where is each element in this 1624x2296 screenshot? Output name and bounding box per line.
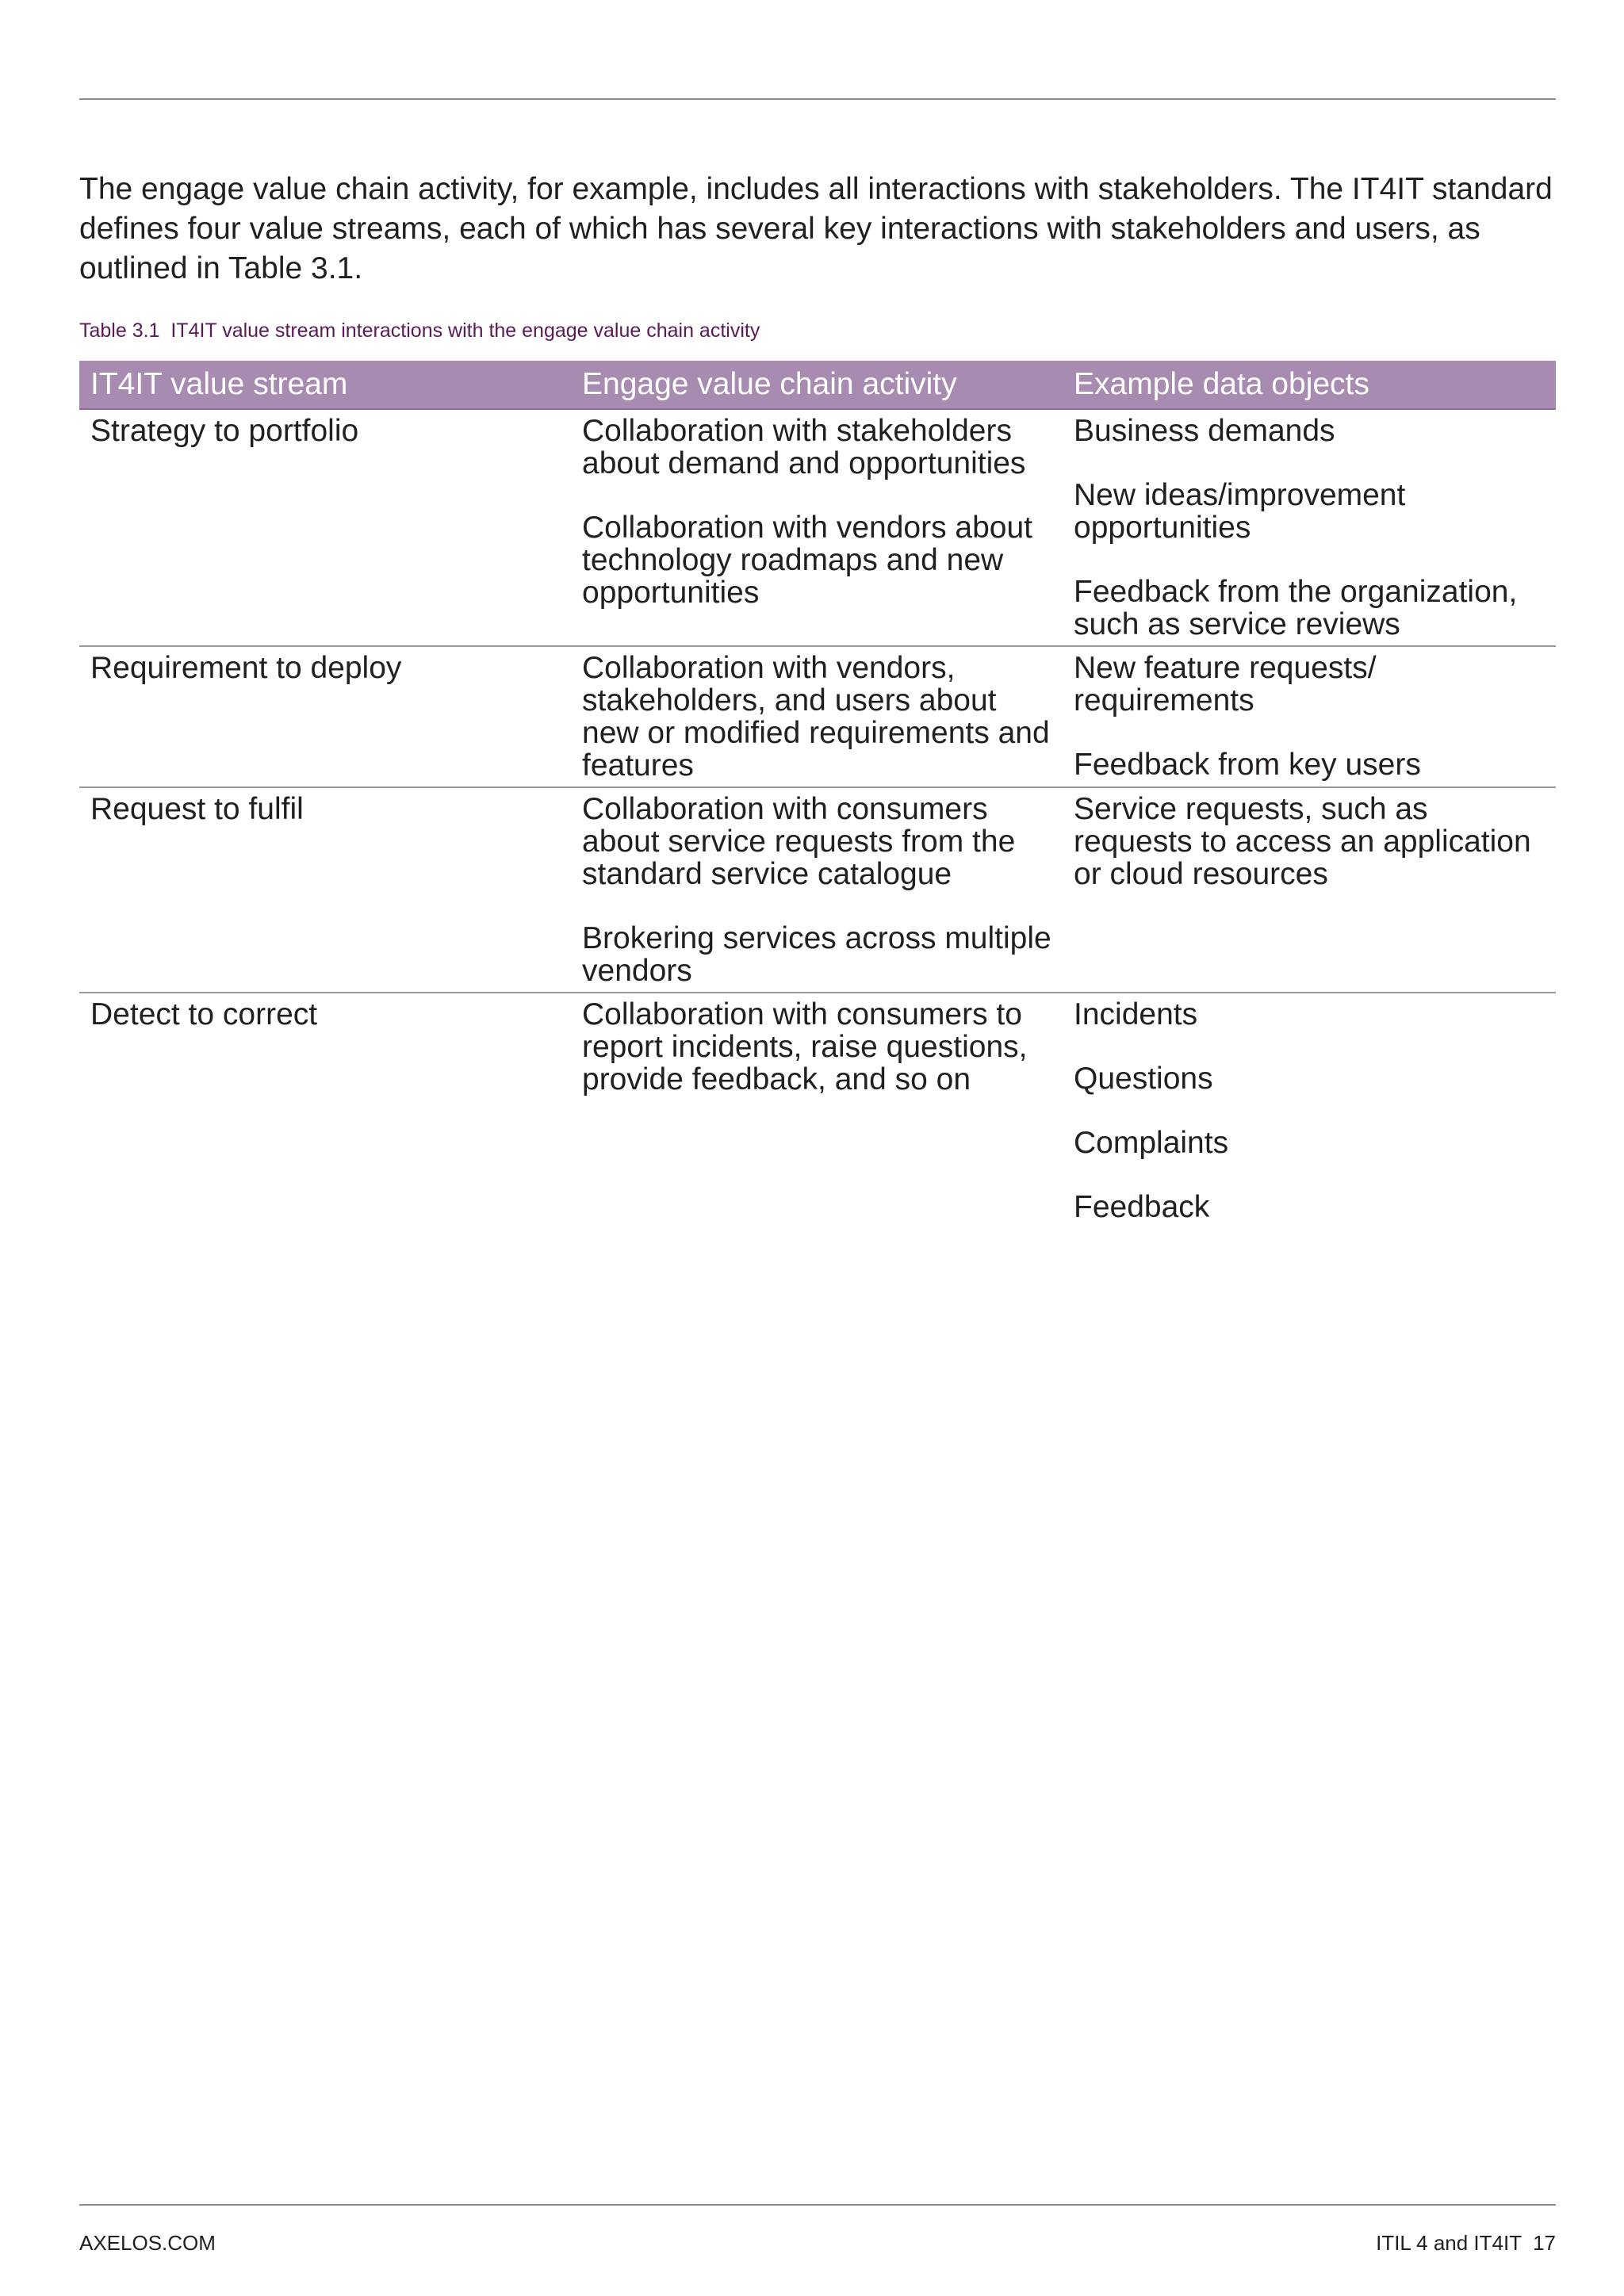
object-text: Service requests, such as requests to access an application or cloud resources xyxy=(1074,792,1531,891)
activity-cell xyxy=(571,652,1063,782)
object-text: Feedback xyxy=(1074,1190,1210,1224)
activity-text: Collaboration with stakeholders about demand and opportunities xyxy=(582,414,1026,480)
table-row xyxy=(79,647,1556,788)
activity-cell xyxy=(571,998,1063,1223)
object-text: Complaints xyxy=(1074,1126,1229,1160)
value-stream-table xyxy=(79,361,1556,1228)
header-cell-activity: Engage value chain activity xyxy=(582,367,957,401)
activity-cell xyxy=(571,415,1063,641)
table-header-row xyxy=(79,361,1556,410)
objects-cell xyxy=(1063,415,1556,641)
stream-name: Detect to correct xyxy=(90,997,318,1031)
activity-text: Collaboration with consumers about service requests from the standard service catalogue xyxy=(582,792,1016,891)
object-text: Incidents xyxy=(1074,997,1198,1031)
stream-cell xyxy=(79,415,571,641)
header-rule xyxy=(79,98,1556,100)
table-row xyxy=(79,788,1556,993)
object-text: Business demands xyxy=(1074,414,1335,448)
activity-text: Collaboration with consumers to report incidents, raise questions, provide feedback, and so on xyxy=(582,997,1028,1096)
footer-rule xyxy=(79,2204,1556,2206)
intro-paragraph: The engage value chain activity, for example, includes all interactions with stakeholders. The IT4IT standard defines four value streams, each of which has several key interactions with stakeholders and users, as outlined in Table 3.1. xyxy=(79,172,1553,285)
stream-name: Requirement to deploy xyxy=(90,651,402,685)
table-row xyxy=(79,993,1556,1228)
stream-name: Strategy to portfolio xyxy=(90,414,359,448)
footer-page-number: ITIL 4 and IT4IT 17 xyxy=(1376,2231,1556,2255)
stream-cell xyxy=(79,652,571,782)
objects-cell xyxy=(1063,998,1556,1223)
object-text: Feedback from the organization, such as service reviews xyxy=(1074,575,1518,641)
object-text: Feedback from key users xyxy=(1074,748,1421,782)
activity-text: Collaboration with vendors about technology roadmaps and new opportunities xyxy=(582,511,1033,610)
stream-cell xyxy=(79,998,571,1223)
objects-cell xyxy=(1063,793,1556,987)
stream-name: Request to fulfil xyxy=(90,792,304,826)
activity-text: Collaboration with vendors, stakeholders, and users about new or modified requirements and features xyxy=(582,651,1050,783)
object-text: New feature requests/ requirements xyxy=(1074,651,1377,718)
activity-cell xyxy=(571,793,1063,987)
objects-cell xyxy=(1063,652,1556,782)
object-text: New ideas/improvement opportunities xyxy=(1074,478,1406,545)
header-cell-objects: Example data objects xyxy=(1074,367,1369,401)
table-caption: Table 3.1 IT4IT value stream interactions with the engage value chain activity xyxy=(79,320,760,342)
footer-site: AXELOS.COM xyxy=(79,2231,216,2255)
object-text: Questions xyxy=(1074,1062,1213,1096)
table-row xyxy=(79,410,1556,647)
stream-cell xyxy=(79,793,571,987)
activity-text: Brokering services across multiple vendors xyxy=(582,921,1051,988)
header-cell-stream: IT4IT value stream xyxy=(90,367,348,401)
